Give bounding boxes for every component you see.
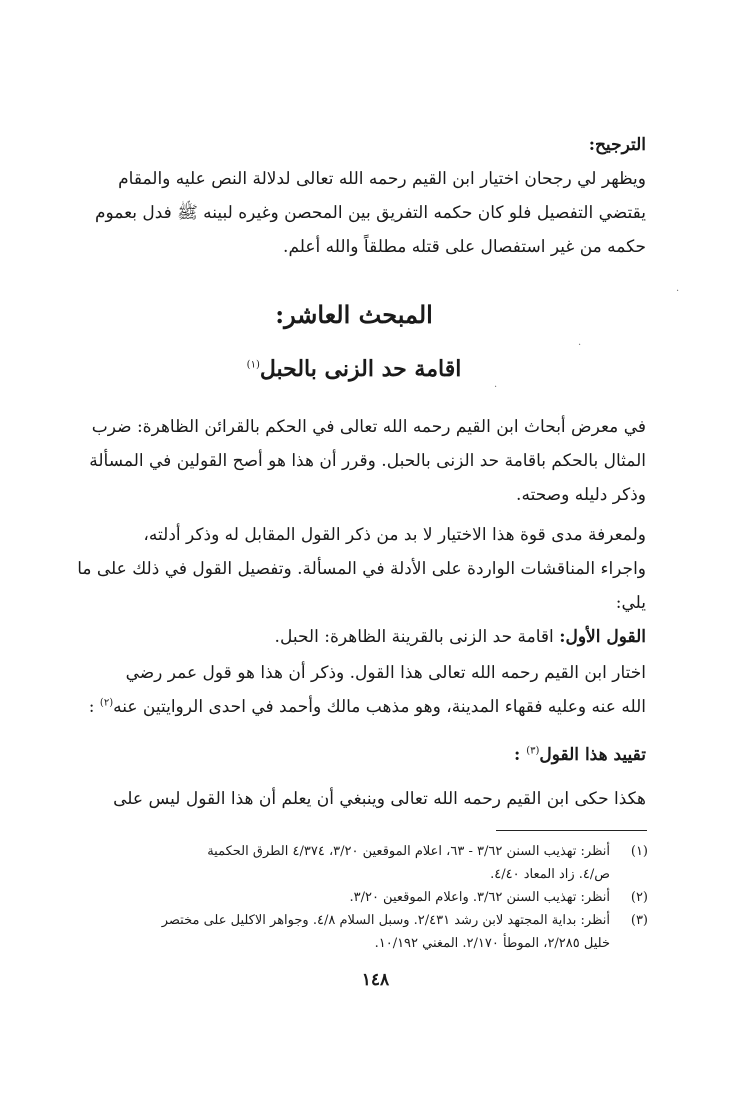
- section-subtitle-text: اقامة حد الزنى بالحبل: [259, 356, 462, 382]
- first-opinion: [62, 620, 646, 654]
- tarjeeh-section: [62, 128, 646, 264]
- intro-line-1: في معرض أبحاث ابن القيم رحمه الله تعالى في الحكم بالقرائن الظاهرة: ضرب: [91, 417, 646, 437]
- choice-line-1: اختار ابن القيم رحمه الله تعالى هذا القول. وذكر أن هذا هو قول عمر رضي: [125, 663, 646, 683]
- footnote-ref-3[interactable]: (٣): [526, 745, 540, 757]
- footnote-line: ص/٤. زاد المعاد ٤/٤٠.: [490, 867, 610, 882]
- footnote-number: (١): [630, 844, 648, 859]
- first-opinion-line: [62, 620, 646, 654]
- restriction-end: :: [514, 745, 521, 765]
- footnote-3: [60, 909, 648, 955]
- footnote-line: أنظر: بداية المجتهد لابن رشد ٢/٤٣١. وسبل السلام ٤/٨. وجواهر الاكليل على مختصر: [161, 913, 610, 928]
- method-line-1: ولمعرفة مدى قوة هذا الاختيار لا بد من ذكر القول المقابل له وذكر أدلته،: [143, 525, 646, 545]
- method-line-2: واجراء المناقشات الواردة على الأدلة في المسألة. وتفصيل القول في ذلك على ما: [77, 559, 646, 579]
- page-number: ١٤٨: [361, 970, 390, 990]
- footnote-number: (٣): [630, 913, 648, 928]
- tarjeeh-line-2: يقتضي التفصيل فلو كان حكمه التفريق بين المحصن وغيره لبينه ﷺ فدل بعموم: [94, 203, 646, 223]
- first-opinion-text: اقامة حد الزنى بالقرينة الظاهرة: الحبل.: [274, 627, 554, 647]
- tarjeeh-label: الترجيح:: [588, 135, 646, 155]
- tarjeeh-line-1: ويظهر لي رجحان اختيار ابن القيم رحمه الله تعالى لدلالة النص عليه والمقام: [118, 169, 646, 189]
- intro-line-3: وذكر دليله وصحته.: [516, 485, 646, 505]
- footnote-1: [60, 840, 648, 886]
- scan-speck: ·: [494, 382, 498, 393]
- first-opinion-label: القول الأول:: [559, 627, 646, 647]
- choice-line-2-end: :: [88, 697, 95, 717]
- footnote-ref-2[interactable]: (٢): [99, 697, 114, 709]
- scan-speck: ·: [578, 340, 582, 351]
- footnote-divider: [496, 830, 647, 831]
- footnote-line: خليل ٢/٢٨٥، الموطأ ٢/١٧٠. المغني ١٠/١٩٢.: [374, 936, 610, 951]
- choice-line-2: [62, 690, 646, 724]
- footnotes: [60, 840, 648, 955]
- choice-line-2-text: الله عنه وعليه فقهاء المدينة، وهو مذهب مالك وأحمد في احدى الروايتين عنه: [113, 697, 646, 717]
- section-title: المبحث العاشر:: [275, 300, 433, 329]
- footnote-ref-1[interactable]: (١): [246, 359, 260, 371]
- tarjeeh-line-3: حكمه من غير استفصال على قتله مطلقاً والله أعلم.: [283, 237, 646, 257]
- intro-paragraph: [62, 410, 646, 512]
- restriction-label: تقييد هذا القول: [539, 745, 646, 765]
- intro-line-2: المثال بالحكم باقامة حد الزنى بالحبل. وقرر أن هذا هو أصح القولين في المسألة: [89, 451, 646, 471]
- section-subtitle: [62, 356, 646, 382]
- continuation-paragraph: [62, 782, 646, 816]
- continuation-line: هكذا حكى ابن القيم رحمه الله تعالى وينبغي أن يعلم أن هذا القول ليس على: [113, 789, 646, 809]
- footnote-number: (٢): [630, 890, 648, 905]
- restriction-heading: [62, 738, 646, 772]
- method-paragraph: [62, 518, 646, 620]
- footnote-line: أنظر: تهذيب السنن ٣/٦٢. واعلام الموقعين ٣/٢٠.: [349, 890, 610, 905]
- footnote-line: أنظر: تهذيب السنن ٣/٦٢ - ٦٣، اعلام الموقعين ٣/٢٠، ٤/٣٧٤ الطرق الحكمية: [207, 844, 610, 859]
- method-line-3: يلي:: [615, 593, 646, 613]
- choice-paragraph: [62, 656, 646, 724]
- restriction-line: [62, 738, 646, 772]
- footnote-2: [60, 886, 648, 909]
- scan-speck: ·: [676, 286, 680, 297]
